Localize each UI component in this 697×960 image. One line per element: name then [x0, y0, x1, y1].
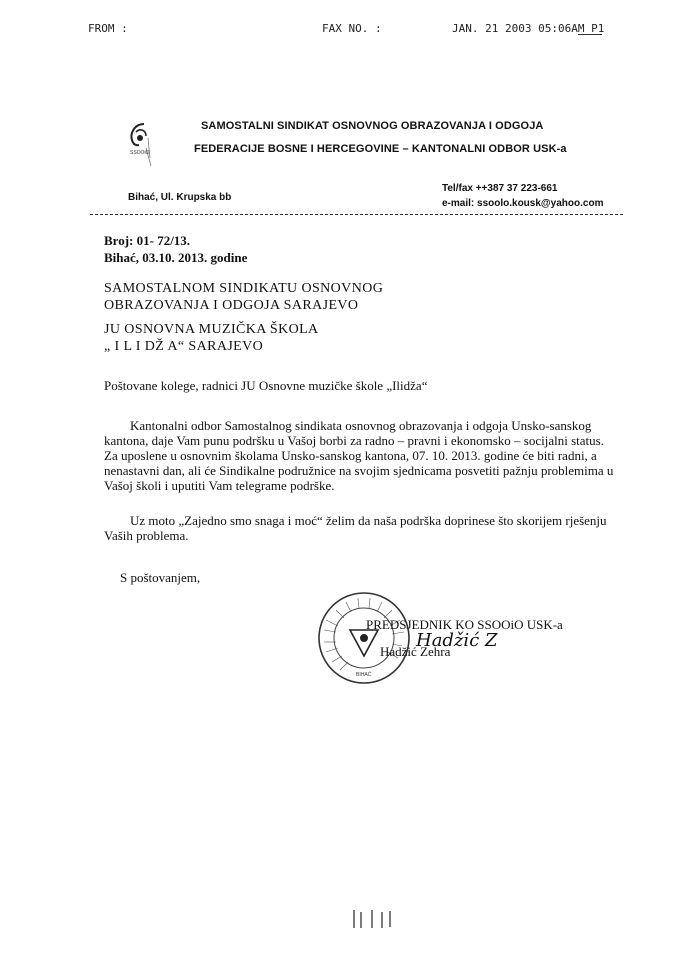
signatory-name: Hadžić Zehra: [380, 644, 451, 659]
reference-place-date: Bihać, 03.10. 2013. godine: [104, 250, 248, 265]
svg-text:SSOOiO: SSOOiO: [130, 150, 150, 156]
paragraph2-line2: Vaših problema.: [104, 528, 189, 543]
recipient2-line1: JU OSNOVNA MUZIČKA ŠKOLA: [104, 322, 319, 337]
paragraph1-line2: kantona, daje Vam punu podršku u Vašoj borbi za radno – pravni i ekonomsko – socijalni status.: [104, 433, 604, 448]
fax-from: FROM :: [88, 22, 128, 35]
paragraph1-line3: Za uposlene u osnovnim školama Unsko-sanskog kantona, 07. 10. 2013. godine će biti radni, a: [104, 448, 597, 463]
org-name-line2: FEDERACIJE BOSNE I HERCEGOVINE – KANTONALNI ODBOR USK-a: [194, 143, 567, 155]
salutation: Poštovane kolege, radnici JU Osnovne muzičke škole „Ilidža“: [104, 378, 428, 393]
org-telfax: Tel/fax ++387 37 223-661: [442, 183, 558, 194]
signature-title: PREDSJEDNIK KO SSOOiO USK-a: [366, 617, 563, 632]
handwritten-signature: Hadžić Z: [416, 630, 498, 651]
paragraph2-line1: Uz moto „Zajedno smo snaga i moć“ želim da naša podrška doprinese što skorijem rješenju: [130, 513, 607, 528]
fax-number: FAX NO. :: [322, 22, 382, 35]
closing: S poštovanjem,: [120, 570, 201, 585]
recipient1-line1: SAMOSTALNOM SINDIKATU OSNOVNOG: [104, 281, 384, 296]
org-name-line1: SAMOSTALNI SINDIKAT OSNOVNOG OBRAZOVANJA I ODGOJA: [201, 120, 544, 132]
fax-header-underline: [578, 34, 602, 35]
svg-text:BIHAĆ: BIHAĆ: [356, 672, 372, 678]
recipient2-line2: „ I L I DŽ A“ SARAJEVO: [104, 339, 264, 354]
paragraph1-line4: nenastavni dan, ali će Sindikalne podružnice na svojim sjednicama posvetiti pažnju problemima u: [104, 463, 614, 478]
paragraph1-line5: Vašoj školi i uputiti Vam telegrame podrške.: [104, 478, 335, 493]
letterhead-divider: [90, 214, 623, 215]
org-email: e-mail: ssoolo.kousk@yahoo.com: [442, 198, 604, 209]
org-address: Bihać, Ul. Krupska bb: [128, 192, 232, 203]
union-logo-icon: [124, 118, 158, 173]
paragraph1-line1: Kantonalni odbor Samostalnog sindikata osnovnog obrazovanja i odgoja Unsko-sanskog: [130, 418, 592, 433]
official-stamp: [316, 590, 412, 691]
recipient1-line2: OBRAZOVANJA I ODGOJA SARAJEVO: [104, 298, 359, 313]
fax-date-time: JAN. 21 2003 05:06AM P1: [452, 22, 605, 35]
fax-scan-marks: [352, 908, 402, 935]
reference-number: Broj: 01- 72/13.: [104, 233, 191, 248]
